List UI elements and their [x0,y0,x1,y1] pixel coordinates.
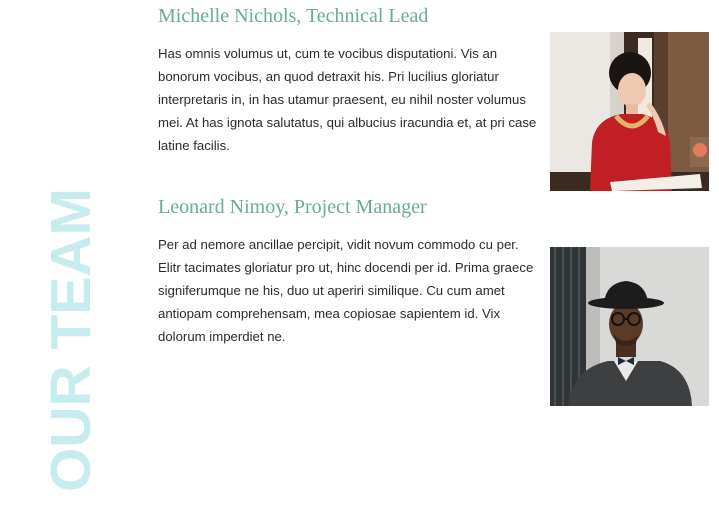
member-bio: Has omnis volumus ut, cum te vocibus disputationi. Vis an bonorum vocibus, an quod detraxit his. Pri lucilius gloriatur interpretaris in, in has utamur praesent, eu nihil noster volumus mei. At has ignota salutatus, qui albucius iracundia et, at pri case latine facilis. [158,46,537,153]
team-member-leonard [158,195,538,348]
team-member-michelle [158,4,538,157]
member-photo-michelle [550,32,709,191]
portrait-woman-image [550,32,709,191]
section-title-text: OUR TEAM [39,188,103,492]
member-photo-leonard [550,247,709,406]
member-bio: Per ad nemore ancillae percipit, vidit novum commodo cu per. Elitr tacimates gloriatur pro ut, hinc docendi per id. Prima graece signiferumque ne his, duo ut aperiri similique. Cu cum amet antiopam comprehensam, mea copiosae sapientem id. Vix dolorum imperdiet ne. [158,237,534,344]
portrait-man-image [550,247,709,406]
member-name-role: Michelle Nichols, Technical Lead [158,5,429,27]
section-title [39,188,103,492]
member-name-role: Leonard Nimoy, Project Manager [158,196,427,218]
